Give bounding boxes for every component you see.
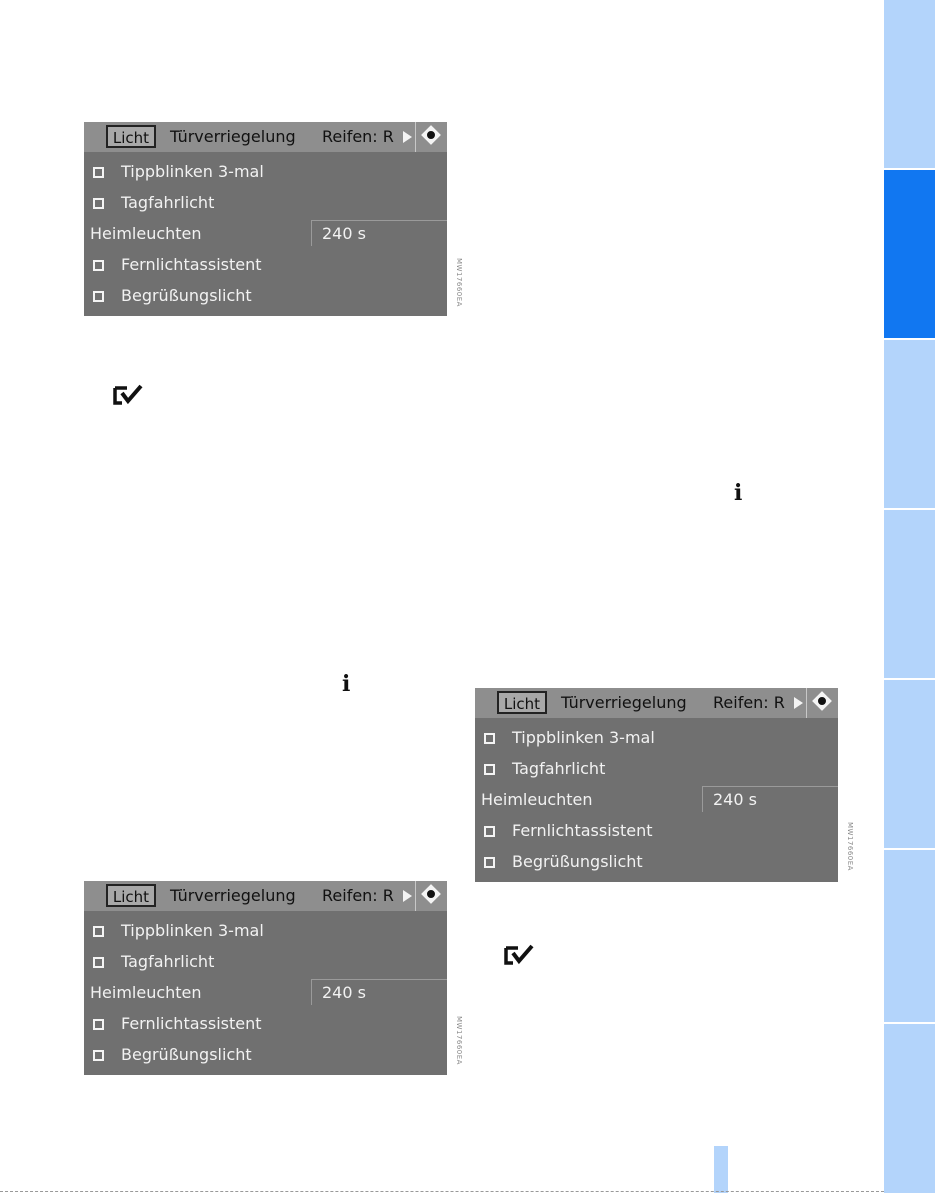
display-screen-3 <box>84 881 447 1075</box>
checkbox-icon[interactable] <box>93 198 104 209</box>
menu-row[interactable] <box>84 218 447 249</box>
checkbox-icon[interactable] <box>93 291 104 302</box>
row-label: Fernlichtassistent <box>121 1014 262 1033</box>
scroll-right-arrow-icon[interactable] <box>403 890 412 902</box>
menu-row[interactable] <box>84 249 447 280</box>
figure-code: MW17660EA <box>455 258 463 307</box>
value-field[interactable]: 240 s <box>702 786 838 812</box>
scroll-right-arrow-icon[interactable] <box>403 131 412 143</box>
chapter-tab-1[interactable] <box>884 0 935 168</box>
row-label: Tippblinken 3-mal <box>512 728 655 747</box>
checkbox-icon[interactable] <box>93 926 104 937</box>
checkbox-icon[interactable] <box>484 826 495 837</box>
row-label: Tippblinken 3-mal <box>121 162 264 181</box>
menu-row[interactable] <box>84 187 447 218</box>
row-label: Heimleuchten <box>90 224 202 243</box>
menu-row[interactable] <box>475 846 838 877</box>
menu-row[interactable] <box>84 946 447 977</box>
checkbox-icon[interactable] <box>93 957 104 968</box>
value-field[interactable]: 240 s <box>311 220 447 246</box>
chapter-tab-7[interactable] <box>884 1024 935 1193</box>
display-screen-2 <box>475 688 838 882</box>
menu-divider <box>806 688 807 718</box>
menu-row[interactable] <box>84 280 447 311</box>
menu-divider <box>415 122 416 152</box>
row-label: Begrüßungslicht <box>512 852 643 871</box>
tab-reifen[interactable]: Reifen: R <box>322 886 394 905</box>
menu-row[interactable] <box>475 784 838 815</box>
menu-row[interactable] <box>84 156 447 187</box>
display-screen-1 <box>84 122 447 316</box>
chapter-tab-6[interactable] <box>884 850 935 1022</box>
tab-licht[interactable]: Licht <box>106 125 156 148</box>
row-label: Tagfahrlicht <box>512 759 606 778</box>
row-label: Tagfahrlicht <box>121 193 215 212</box>
page-marker <box>714 1146 728 1193</box>
menu-row[interactable] <box>84 1008 447 1039</box>
figure-code: MW17660EA <box>846 822 854 871</box>
chapter-tab-4[interactable] <box>884 510 935 678</box>
bottom-rule <box>0 1191 884 1192</box>
menu-divider <box>415 881 416 911</box>
menu-row[interactable] <box>475 722 838 753</box>
tab-licht[interactable]: Licht <box>497 691 547 714</box>
tab-reifen[interactable]: Reifen: R <box>713 693 785 712</box>
row-label: Fernlichtassistent <box>512 821 653 840</box>
row-label: Heimleuchten <box>90 983 202 1002</box>
row-label: Tagfahrlicht <box>121 952 215 971</box>
checkbox-icon[interactable] <box>93 260 104 271</box>
tab-tuerverriegelung[interactable]: Türverriegelung <box>170 886 296 905</box>
figure-code: MW17660EA <box>455 1016 463 1065</box>
info-icon: i <box>734 480 743 506</box>
checkbox-icon[interactable] <box>93 167 104 178</box>
value-field[interactable]: 240 s <box>311 979 447 1005</box>
row-label: Heimleuchten <box>481 790 593 809</box>
tab-reifen[interactable]: Reifen: R <box>322 127 394 146</box>
chapter-tab-3[interactable] <box>884 340 935 508</box>
checkbox-icon[interactable] <box>93 1019 104 1030</box>
checkbox-icon[interactable] <box>93 1050 104 1061</box>
row-label: Fernlichtassistent <box>121 255 262 274</box>
check-confirm-icon <box>113 384 143 406</box>
row-label: Begrüßungslicht <box>121 286 252 305</box>
tab-tuerverriegelung[interactable]: Türverriegelung <box>170 127 296 146</box>
check-confirm-icon <box>504 944 534 966</box>
row-label: Tippblinken 3-mal <box>121 921 264 940</box>
scroll-right-arrow-icon[interactable] <box>794 697 803 709</box>
checkbox-icon[interactable] <box>484 733 495 744</box>
menu-row[interactable] <box>475 815 838 846</box>
chapter-tab-5[interactable] <box>884 680 935 848</box>
menu-row[interactable] <box>84 977 447 1008</box>
menu-row[interactable] <box>84 1039 447 1070</box>
tab-licht[interactable]: Licht <box>106 884 156 907</box>
info-icon: i <box>342 671 351 697</box>
menu-row[interactable] <box>475 753 838 784</box>
menu-row[interactable] <box>84 915 447 946</box>
chapter-tab-2-active[interactable] <box>884 170 935 338</box>
checkbox-icon[interactable] <box>484 857 495 868</box>
checkbox-icon[interactable] <box>484 764 495 775</box>
row-label: Begrüßungslicht <box>121 1045 252 1064</box>
tab-tuerverriegelung[interactable]: Türverriegelung <box>561 693 687 712</box>
